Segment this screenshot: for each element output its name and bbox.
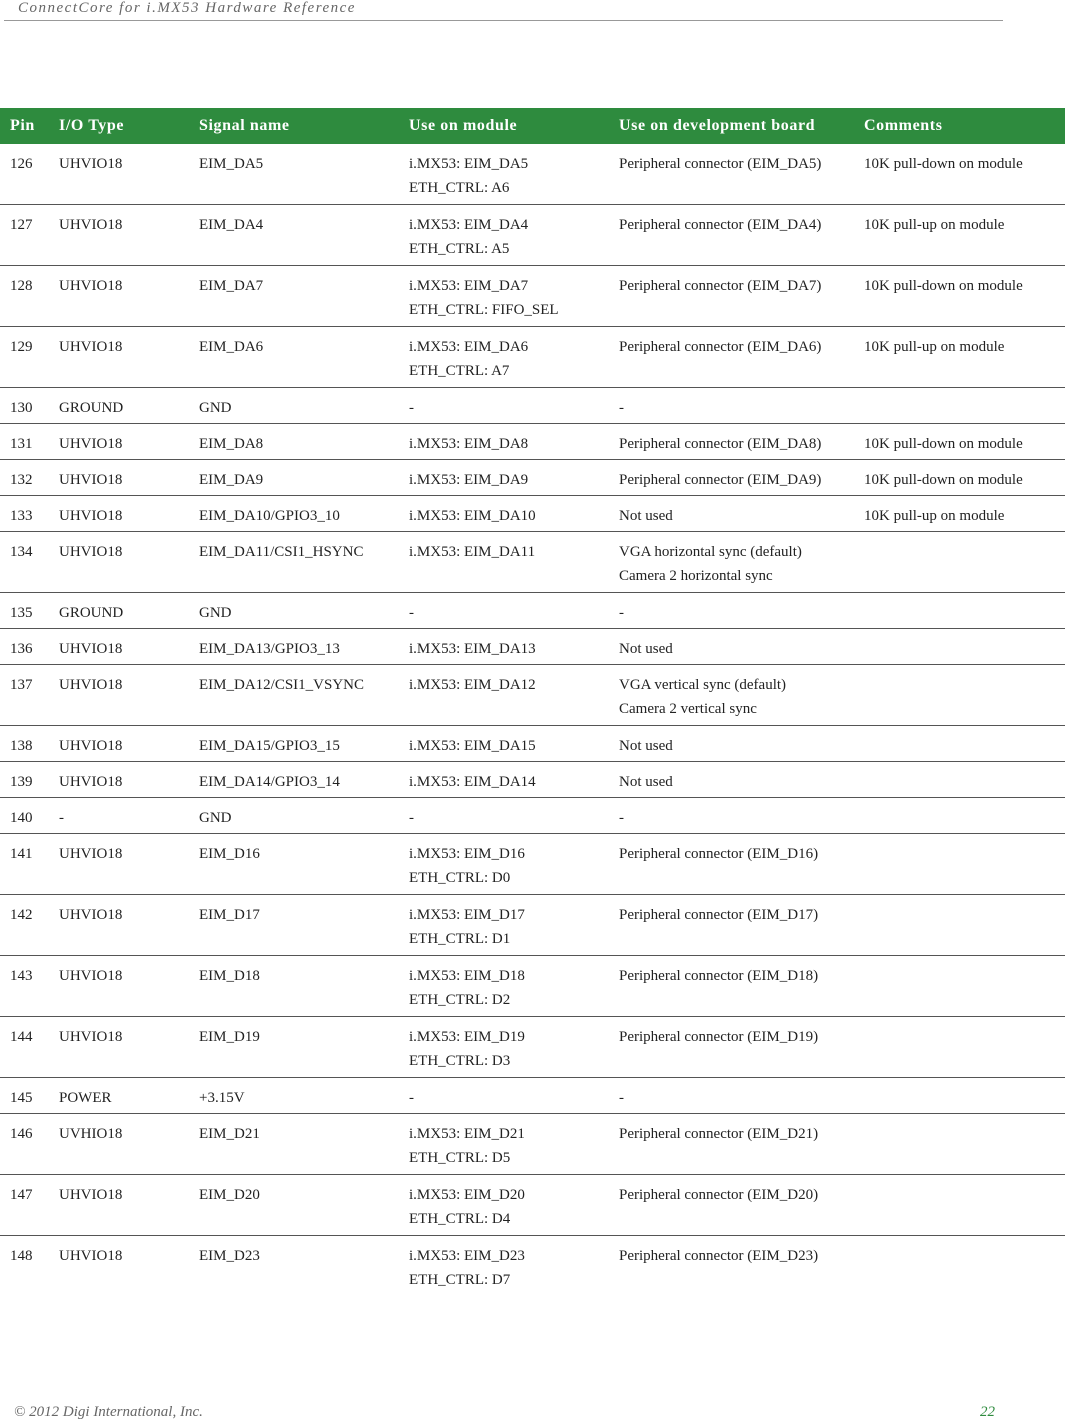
cell-use-on-dev-board: - — [609, 593, 854, 629]
cell-use-on-module: - — [399, 388, 609, 424]
cell-pin: 148 — [10, 1248, 33, 1264]
cell-pin: 146 — [0, 1114, 49, 1175]
cell-use-on-module: i.MX53: EIM_DA10 — [399, 496, 609, 532]
cell-comments — [854, 956, 1065, 1017]
cell-signal-name: GND — [189, 593, 399, 629]
cell-line: VGA vertical sync (default) — [619, 677, 787, 693]
column-header-comments: Comments — [854, 108, 1065, 144]
table-row — [0, 593, 1065, 629]
cell-pin: 135 — [0, 593, 49, 629]
cell-use-on-module — [399, 956, 609, 1017]
cell-line: i.MX53: EIM_DA7 — [409, 278, 529, 294]
cell-use-on-module: i.MX53: EIM_DA14 — [399, 762, 609, 798]
table-row — [0, 798, 1065, 834]
cell-line: ETH_CTRL: D7 — [409, 1272, 511, 1288]
cell-line: ETH_CTRL: A7 — [409, 363, 510, 379]
cell-line: i.MX53: EIM_DA4 — [409, 217, 529, 233]
cell-signal-name: EIM_D18 — [189, 956, 399, 1017]
cell-comments — [854, 1236, 1065, 1297]
cell-io-type: UHVIO18 — [49, 460, 189, 496]
cell-pin: 134 — [0, 532, 49, 593]
cell-signal-name: EIM_DA14/GPIO3_14 — [189, 762, 399, 798]
cell-io-type: UHVIO18 — [49, 762, 189, 798]
table-row — [0, 496, 1065, 532]
cell-use-on-dev-board: Peripheral connector (EIM_D17) — [609, 895, 854, 956]
cell-use-on-module — [399, 1114, 609, 1175]
cell-signal-name: EIM_D20 — [189, 1175, 399, 1236]
cell-use-on-module — [399, 144, 609, 205]
pin-table — [0, 108, 1065, 1296]
cell-signal-name: GND — [189, 388, 399, 424]
cell-pin: 143 — [0, 956, 49, 1017]
cell-use-on-dev-board: Not used — [609, 762, 854, 798]
cell-comments: 10K pull-down on module — [854, 424, 1065, 460]
cell-line: i.MX53: EIM_D18 — [409, 968, 525, 984]
cell-comments — [854, 1017, 1065, 1078]
cell-line: i.MX53: EIM_DA6 — [409, 339, 529, 355]
cell-comments — [854, 798, 1065, 834]
cell-use-on-dev-board: Peripheral connector (EIM_DA7) — [609, 266, 854, 327]
cell-io-type: UHVIO18 — [49, 895, 189, 956]
cell-pin: 128 — [0, 266, 49, 327]
cell-signal-name: EIM_DA6 — [189, 327, 399, 388]
footer-page-number: 22 — [980, 1404, 995, 1420]
cell-signal-name: EIM_DA15/GPIO3_15 — [189, 726, 399, 762]
table-row — [0, 144, 1065, 205]
cell-signal-name: EIM_DA13/GPIO3_13 — [189, 629, 399, 665]
cell-signal-name: EIM_DA10/GPIO3_10 — [189, 496, 399, 532]
cell-io-type: GROUND — [49, 388, 189, 424]
cell-line: Camera 2 vertical sync — [619, 701, 757, 717]
cell-pin: 141 — [0, 834, 49, 895]
cell-use-on-dev-board: Peripheral connector (EIM_DA5) — [609, 144, 854, 205]
cell-comments: 10K pull-up on module — [854, 327, 1065, 388]
cell-comments — [854, 726, 1065, 762]
table-row — [0, 532, 1065, 593]
cell-comments: 10K pull-down on module — [854, 460, 1065, 496]
cell-line: i.MX53: EIM_D19 — [409, 1029, 525, 1045]
cell-use-on-dev-board — [609, 532, 854, 593]
cell-io-type: UHVIO18 — [49, 1017, 189, 1078]
cell-use-on-module: i.MX53: EIM_DA9 — [399, 460, 609, 496]
cell-use-on-dev-board: Peripheral connector (EIM_DA8) — [609, 424, 854, 460]
cell-line: i.MX53: EIM_D23 — [409, 1248, 525, 1264]
cell-signal-name: EIM_DA11/CSI1_HSYNC — [189, 532, 399, 593]
header-rule — [4, 20, 1003, 21]
cell-pin: 127 — [0, 205, 49, 266]
cell-pin: 133 — [0, 496, 49, 532]
table-row — [0, 460, 1065, 496]
cell-use-on-dev-board: Peripheral connector (EIM_D21) — [609, 1114, 854, 1175]
table-row — [0, 726, 1065, 762]
cell-io-type: POWER — [49, 1078, 189, 1114]
cell-comments — [854, 1078, 1065, 1114]
table-row — [0, 1175, 1065, 1236]
cell-use-on-dev-board: Peripheral connector (EIM_D16) — [609, 834, 854, 895]
cell-signal-name: EIM_D21 — [189, 1114, 399, 1175]
column-header-use-on-module: Use on module — [399, 108, 609, 144]
table-row — [0, 1078, 1065, 1114]
cell-line: ETH_CTRL: D2 — [409, 992, 511, 1008]
table-row — [0, 1236, 1065, 1297]
table-row — [0, 424, 1065, 460]
cell-pin: 130 — [0, 388, 49, 424]
cell-io-type: UHVIO18 — [59, 1248, 123, 1264]
cell-use-on-module — [399, 834, 609, 895]
cell-io-type: UHVIO18 — [49, 726, 189, 762]
cell-use-on-dev-board: Not used — [609, 629, 854, 665]
cell-use-on-dev-board: - — [609, 388, 854, 424]
cell-use-on-dev-board: Not used — [609, 726, 854, 762]
cell-use-on-dev-board — [609, 665, 854, 726]
table-row — [0, 834, 1065, 895]
table-row — [0, 629, 1065, 665]
cell-signal-name: +3.15V — [189, 1078, 399, 1114]
cell-use-on-module — [399, 327, 609, 388]
cell-use-on-dev-board: Peripheral connector (EIM_D19) — [609, 1017, 854, 1078]
cell-comments — [854, 665, 1065, 726]
cell-pin: 145 — [0, 1078, 49, 1114]
cell-comments: 10K pull-up on module — [854, 205, 1065, 266]
cell-comments — [854, 895, 1065, 956]
cell-use-on-module — [399, 1175, 609, 1236]
cell-io-type: UHVIO18 — [49, 665, 189, 726]
cell-io-type: UHVIO18 — [49, 424, 189, 460]
cell-comments — [854, 834, 1065, 895]
cell-use-on-dev-board: Peripheral connector (EIM_D23) — [619, 1248, 819, 1264]
cell-line: i.MX53: EIM_D17 — [409, 907, 525, 923]
cell-use-on-dev-board: - — [609, 1078, 854, 1114]
cell-use-on-module: i.MX53: EIM_DA11 — [399, 532, 609, 593]
table-row — [0, 665, 1065, 726]
column-header-io-type: I/O Type — [49, 108, 189, 144]
cell-pin: 137 — [0, 665, 49, 726]
column-header-signal-name: Signal name — [189, 108, 399, 144]
cell-use-on-module — [399, 1017, 609, 1078]
cell-comments — [854, 1114, 1065, 1175]
cell-line: ETH_CTRL: D3 — [409, 1053, 511, 1069]
cell-use-on-module: - — [399, 798, 609, 834]
running-header-title: ConnectCore for i.MX53 Hardware Reference — [18, 0, 356, 16]
cell-line: ETH_CTRL: D5 — [409, 1150, 511, 1166]
cell-pin: 140 — [0, 798, 49, 834]
cell-line: i.MX53: EIM_D16 — [409, 846, 525, 862]
cell-io-type: UHVIO18 — [49, 1175, 189, 1236]
cell-signal-name: EIM_DA12/CSI1_VSYNC — [189, 665, 399, 726]
column-header-pin: Pin — [0, 108, 49, 144]
cell-signal-name: EIM_D23 — [199, 1248, 260, 1264]
cell-use-on-dev-board: Peripheral connector (EIM_DA4) — [609, 205, 854, 266]
cell-use-on-dev-board: Peripheral connector (EIM_D18) — [609, 956, 854, 1017]
cell-signal-name: EIM_DA8 — [189, 424, 399, 460]
cell-io-type: UHVIO18 — [49, 834, 189, 895]
cell-signal-name: EIM_DA5 — [189, 144, 399, 205]
cell-use-on-module: - — [399, 593, 609, 629]
cell-io-type: UHVIO18 — [49, 496, 189, 532]
cell-comments — [854, 532, 1065, 593]
cell-use-on-module — [399, 205, 609, 266]
table-row — [0, 388, 1065, 424]
table-body — [0, 144, 1065, 1296]
cell-pin: 139 — [0, 762, 49, 798]
cell-line: ETH_CTRL: A5 — [409, 241, 510, 257]
cell-comments — [854, 629, 1065, 665]
cell-use-on-dev-board: Not used — [609, 496, 854, 532]
cell-line: ETH_CTRL: D4 — [409, 1211, 511, 1227]
cell-use-on-dev-board: - — [609, 798, 854, 834]
table-row — [0, 762, 1065, 798]
footer-copyright: © 2012 Digi International, Inc. — [14, 1404, 203, 1420]
cell-io-type: GROUND — [49, 593, 189, 629]
column-header-use-on-dev-board: Use on development board — [609, 108, 854, 144]
cell-io-type: UHVIO18 — [49, 956, 189, 1017]
cell-line: i.MX53: EIM_D21 — [409, 1126, 525, 1142]
cell-comments: 10K pull-down on module — [854, 144, 1065, 205]
cell-comments: 10K pull-down on module — [854, 266, 1065, 327]
cell-io-type: UHVIO18 — [49, 266, 189, 327]
cell-comments — [854, 1175, 1065, 1236]
table-row — [0, 266, 1065, 327]
cell-pin: 132 — [0, 460, 49, 496]
cell-use-on-module — [399, 895, 609, 956]
cell-io-type: UHVIO18 — [49, 144, 189, 205]
cell-use-on-module — [399, 266, 609, 327]
cell-use-on-module: i.MX53: EIM_DA8 — [399, 424, 609, 460]
cell-signal-name: GND — [189, 798, 399, 834]
cell-line: VGA horizontal sync (default) — [619, 544, 802, 560]
cell-use-on-module: i.MX53: EIM_DA12 — [399, 665, 609, 726]
cell-io-type: UHVIO18 — [49, 327, 189, 388]
cell-line: ETH_CTRL: A6 — [409, 180, 510, 196]
cell-comments — [854, 762, 1065, 798]
cell-comments — [854, 388, 1065, 424]
table-header-row — [0, 108, 1065, 144]
cell-signal-name: EIM_D16 — [189, 834, 399, 895]
cell-io-type: - — [49, 798, 189, 834]
cell-pin: 144 — [0, 1017, 49, 1078]
table-row — [0, 327, 1065, 388]
cell-use-on-dev-board: Peripheral connector (EIM_DA6) — [609, 327, 854, 388]
cell-pin: 126 — [0, 144, 49, 205]
table-row — [0, 205, 1065, 266]
cell-comments — [854, 593, 1065, 629]
cell-signal-name: EIM_DA7 — [189, 266, 399, 327]
cell-line: ETH_CTRL: D0 — [409, 870, 511, 886]
cell-signal-name: EIM_D17 — [189, 895, 399, 956]
table-row — [0, 956, 1065, 1017]
cell-use-on-module — [399, 1236, 609, 1297]
cell-signal-name: EIM_D19 — [189, 1017, 399, 1078]
cell-use-on-module: i.MX53: EIM_DA13 — [399, 629, 609, 665]
cell-io-type: UHVIO18 — [49, 629, 189, 665]
cell-pin: 129 — [0, 327, 49, 388]
cell-io-type: UVHIO18 — [49, 1114, 189, 1175]
cell-line: i.MX53: EIM_D20 — [409, 1187, 525, 1203]
table-row — [0, 1114, 1065, 1175]
cell-pin: 131 — [0, 424, 49, 460]
cell-use-on-dev-board: Peripheral connector (EIM_D20) — [609, 1175, 854, 1236]
cell-line: ETH_CTRL: FIFO_SEL — [409, 302, 559, 318]
cell-line: i.MX53: EIM_DA5 — [409, 156, 529, 172]
cell-pin: 142 — [0, 895, 49, 956]
cell-pin: 138 — [0, 726, 49, 762]
cell-line: ETH_CTRL: D1 — [409, 931, 511, 947]
cell-pin: 147 — [0, 1175, 49, 1236]
cell-use-on-module: - — [399, 1078, 609, 1114]
cell-io-type: UHVIO18 — [49, 532, 189, 593]
cell-line: Camera 2 horizontal sync — [619, 568, 773, 584]
cell-pin: 136 — [0, 629, 49, 665]
table-row — [0, 895, 1065, 956]
cell-io-type: UHVIO18 — [49, 205, 189, 266]
cell-signal-name: EIM_DA4 — [189, 205, 399, 266]
cell-comments: 10K pull-up on module — [854, 496, 1065, 532]
cell-use-on-dev-board: Peripheral connector (EIM_DA9) — [609, 460, 854, 496]
table-row — [0, 1017, 1065, 1078]
cell-signal-name: EIM_DA9 — [189, 460, 399, 496]
cell-use-on-module: i.MX53: EIM_DA15 — [399, 726, 609, 762]
